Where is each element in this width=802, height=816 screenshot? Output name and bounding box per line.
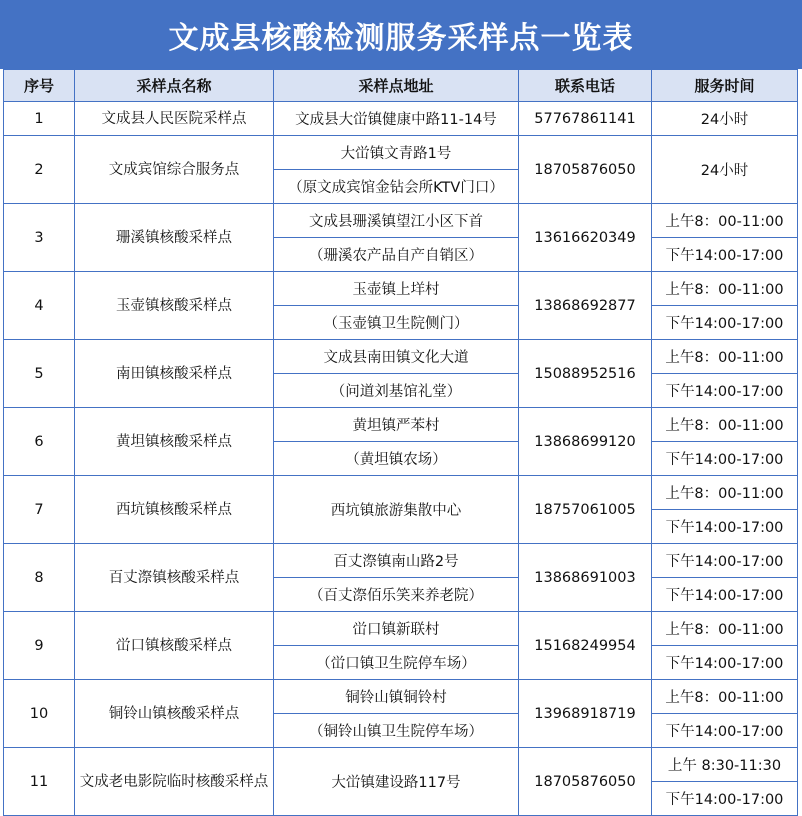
contact-phone: 15088952516 bbox=[519, 340, 652, 408]
row-no: 8 bbox=[4, 544, 75, 612]
row-no: 10 bbox=[4, 680, 75, 748]
contact-phone: 13868692877 bbox=[519, 272, 652, 340]
row-no: 1 bbox=[4, 102, 75, 136]
service-hours: 上午8：00-11:00 bbox=[652, 680, 798, 714]
service-hours: 上午8：00-11:00 bbox=[652, 476, 798, 510]
site-address: （玉壶镇卫生院侧门） bbox=[274, 306, 519, 340]
service-hours: 下午14:00-17:00 bbox=[652, 714, 798, 748]
site-address: 文成县珊溪镇望江小区下首 bbox=[274, 204, 519, 238]
site-address: （铜铃山镇卫生院停车场） bbox=[274, 714, 519, 748]
site-name: 南田镇核酸采样点 bbox=[75, 340, 274, 408]
site-name: 黄坦镇核酸采样点 bbox=[75, 408, 274, 476]
table-row bbox=[4, 102, 798, 136]
row-no: 4 bbox=[4, 272, 75, 340]
site-address: 铜铃山镇铜铃村 bbox=[274, 680, 519, 714]
site-address: （问道刘基馆礼堂） bbox=[274, 374, 519, 408]
table-row bbox=[4, 544, 798, 578]
header-phone: 联系电话 bbox=[519, 70, 652, 102]
service-hours: 上午8：00-11:00 bbox=[652, 408, 798, 442]
row-no: 7 bbox=[4, 476, 75, 544]
table-body bbox=[4, 102, 798, 816]
site-address: 大峃镇建设路117号 bbox=[274, 748, 519, 816]
site-address: （百丈漈佰乐笑来养老院） bbox=[274, 578, 519, 612]
row-no: 5 bbox=[4, 340, 75, 408]
service-hours: 下午14:00-17:00 bbox=[652, 306, 798, 340]
contact-phone: 18757061005 bbox=[519, 476, 652, 544]
row-no: 11 bbox=[4, 748, 75, 816]
site-address: 玉壶镇上垟村 bbox=[274, 272, 519, 306]
contact-phone: 13868691003 bbox=[519, 544, 652, 612]
site-address: 西坑镇旅游集散中心 bbox=[274, 476, 519, 544]
site-address: 峃口镇新联村 bbox=[274, 612, 519, 646]
site-address: （峃口镇卫生院停车场） bbox=[274, 646, 519, 680]
service-hours: 上午8：00-11:00 bbox=[652, 340, 798, 374]
site-name: 峃口镇核酸采样点 bbox=[75, 612, 274, 680]
service-hours: 上午8：00-11:00 bbox=[652, 612, 798, 646]
service-hours: 下午14:00-17:00 bbox=[652, 544, 798, 578]
contact-phone: 18705876050 bbox=[519, 136, 652, 204]
site-address: 文成县南田镇文化大道 bbox=[274, 340, 519, 374]
contact-phone: 13968918719 bbox=[519, 680, 652, 748]
service-hours: 下午14:00-17:00 bbox=[652, 510, 798, 544]
site-address: 黄坦镇严苯村 bbox=[274, 408, 519, 442]
service-hours: 上午 8:30-11:30 bbox=[652, 748, 798, 782]
row-no: 2 bbox=[4, 136, 75, 204]
site-name: 文成县人民医院采样点 bbox=[75, 102, 274, 136]
row-no: 9 bbox=[4, 612, 75, 680]
table-row bbox=[4, 680, 798, 714]
contact-phone: 13616620349 bbox=[519, 204, 652, 272]
table-row bbox=[4, 612, 798, 646]
contact-phone: 13868699120 bbox=[519, 408, 652, 476]
site-name: 文成老电影院临时核酸采样点 bbox=[75, 748, 274, 816]
header-address: 采样点地址 bbox=[274, 70, 519, 102]
site-name: 文成宾馆综合服务点 bbox=[75, 136, 274, 204]
sampling-sites-table bbox=[3, 69, 798, 816]
site-address: （黄坦镇农场） bbox=[274, 442, 519, 476]
table-row bbox=[4, 136, 798, 170]
header-no: 序号 bbox=[4, 70, 75, 102]
page-title: 文成县核酸检测服务采样点一览表 bbox=[0, 0, 802, 69]
site-address: 文成县大峃镇健康中路11-14号 bbox=[274, 102, 519, 136]
header-hours: 服务时间 bbox=[652, 70, 798, 102]
site-name: 珊溪镇核酸采样点 bbox=[75, 204, 274, 272]
service-hours: 下午14:00-17:00 bbox=[652, 238, 798, 272]
service-hours: 下午14:00-17:00 bbox=[652, 374, 798, 408]
site-name: 玉壶镇核酸采样点 bbox=[75, 272, 274, 340]
contact-phone: 57767861141 bbox=[519, 102, 652, 136]
contact-phone: 18705876050 bbox=[519, 748, 652, 816]
service-hours: 下午14:00-17:00 bbox=[652, 578, 798, 612]
table-header-row bbox=[4, 70, 798, 102]
table-row bbox=[4, 748, 798, 782]
table-row bbox=[4, 408, 798, 442]
contact-phone: 15168249954 bbox=[519, 612, 652, 680]
site-address: （珊溪农产品自产自销区） bbox=[274, 238, 519, 272]
service-hours: 下午14:00-17:00 bbox=[652, 782, 798, 816]
service-hours: 24小时 bbox=[652, 136, 798, 204]
service-hours: 上午8：00-11:00 bbox=[652, 204, 798, 238]
site-name: 西坑镇核酸采样点 bbox=[75, 476, 274, 544]
header-name: 采样点名称 bbox=[75, 70, 274, 102]
row-no: 6 bbox=[4, 408, 75, 476]
site-address: （原文成宾馆金钻会所KTV门口） bbox=[274, 170, 519, 204]
service-hours: 下午14:00-17:00 bbox=[652, 646, 798, 680]
row-no: 3 bbox=[4, 204, 75, 272]
service-hours: 上午8：00-11:00 bbox=[652, 272, 798, 306]
table-row bbox=[4, 476, 798, 510]
table-row bbox=[4, 272, 798, 306]
site-address: 百丈漈镇南山路2号 bbox=[274, 544, 519, 578]
site-name: 百丈漈镇核酸采样点 bbox=[75, 544, 274, 612]
site-address: 大峃镇文青路1号 bbox=[274, 136, 519, 170]
table-row bbox=[4, 204, 798, 238]
service-hours: 下午14:00-17:00 bbox=[652, 442, 798, 476]
service-hours: 24小时 bbox=[652, 102, 798, 136]
table-row bbox=[4, 340, 798, 374]
site-name: 铜铃山镇核酸采样点 bbox=[75, 680, 274, 748]
